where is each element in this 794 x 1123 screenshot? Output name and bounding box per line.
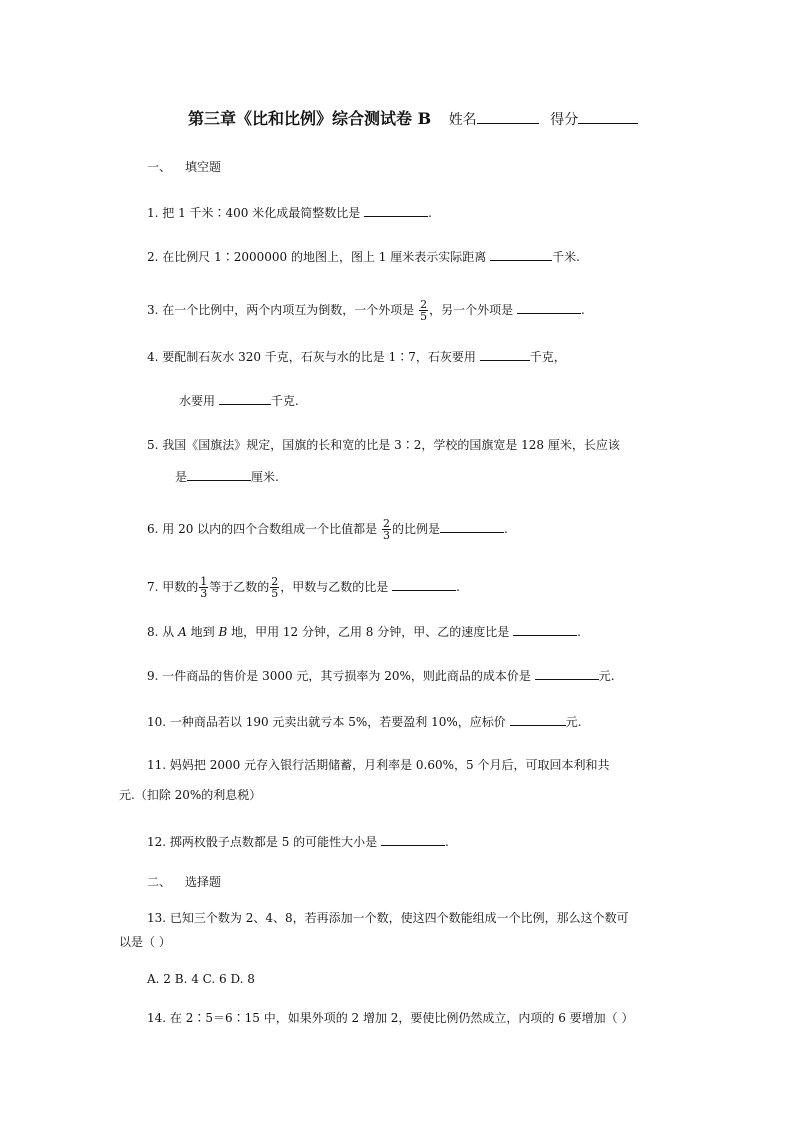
score-blank[interactable] bbox=[578, 109, 638, 124]
fraction: $\frac{2}{3}$ bbox=[383, 517, 390, 542]
answer-blank[interactable] bbox=[490, 248, 552, 261]
answer-blank[interactable] bbox=[480, 348, 530, 361]
question-1: 1. 把 1 千米∶400 米化成最简整数比是 . bbox=[147, 206, 432, 220]
answer-blank[interactable] bbox=[440, 520, 504, 533]
answer-blank[interactable] bbox=[187, 468, 251, 481]
score-label: 得分 bbox=[550, 112, 579, 128]
fraction: $\frac{2}{5}$ bbox=[420, 298, 428, 323]
question-10: 10. 一种商品若以 190 元卖出就亏本 5%，若要盈利 10%，应标价 元. bbox=[147, 715, 582, 729]
question-11: 11. 妈妈把 2000 元存入银行活期储蓄，月利率是 0.60%，5 个月后，可取回本利和共 bbox=[147, 758, 610, 772]
question-5-line-2: 是 厘米. bbox=[175, 470, 279, 484]
name-label: 姓名 bbox=[448, 112, 477, 128]
question-13-options: A. 2 B. 4 C. 6 D. 8 bbox=[147, 972, 255, 986]
question-4: 4. 要配制石灰水 320 千克，石灰与水的比是 1∶7，石灰要用 千克， bbox=[147, 350, 566, 364]
question-5: 5. 我国《国旗法》规定，国旗的长和宽的比是 3∶2，学校的国旗宽是 128 厘米，长应该 bbox=[147, 438, 620, 452]
question-6: 6. 用 20 以内的四个合数组成一个比值都是 $\frac{2}{3}$ 的比例是 . bbox=[147, 517, 508, 542]
question-2: 2. 在比例尺 1∶2000000 的地图上，图上 1 厘米表示实际距离 千米. bbox=[147, 250, 580, 264]
question-7: 7. 甲数的 $\frac{1}{3}$ 等于乙数的 $\frac{2}{5}$ ，甲数与乙数的比是 . bbox=[147, 575, 460, 600]
section-heading-multiple-choice: 二、 选择题 bbox=[147, 875, 222, 889]
fraction: $\frac{2}{5}$ bbox=[271, 575, 279, 600]
answer-blank[interactable] bbox=[517, 301, 581, 314]
question-13: 13. 已知三个数为 2、4、8，若再添加一个数，使这四个数能组成一个比例，那么这个数可 bbox=[147, 911, 629, 925]
question-13-line-2: 以是（ ） bbox=[119, 935, 171, 949]
question-4-line-2: 水要用 千克. bbox=[179, 394, 299, 408]
fraction: $\frac{1}{3}$ bbox=[200, 575, 208, 600]
answer-blank[interactable] bbox=[535, 667, 599, 680]
question-12: 12. 掷两枚骰子点数都是 5 的可能性大小是 . bbox=[147, 835, 449, 849]
page-title bbox=[188, 109, 638, 128]
answer-blank[interactable] bbox=[513, 623, 577, 636]
answer-blank[interactable] bbox=[364, 204, 428, 217]
name-blank[interactable] bbox=[477, 109, 539, 124]
title-main: 第三章《比和比例》综合测试卷 B bbox=[188, 109, 432, 128]
question-9: 9. 一件商品的售价是 3000 元，其亏损率为 20%，则此商品的成本价是 元. bbox=[147, 669, 615, 683]
answer-blank[interactable] bbox=[392, 578, 456, 591]
question-11-line-2: 元.（扣除 20%的利息税） bbox=[119, 788, 262, 802]
question-14: 14. 在 2∶5＝6∶15 中，如果外项的 2 增加 2，要使比例仍然成立，内项的 6 要增加（ ） bbox=[147, 1011, 634, 1025]
question-3: 3. 在一个比例中，两个内项互为倒数，一个外项是 $\frac{2}{5}$ ，另一个外项是 . bbox=[147, 298, 585, 323]
question-8: 8. 从 A 地到 B 地，甲用 12 分钟，乙用 8 分钟，甲、乙的速度比是 . bbox=[147, 625, 581, 639]
answer-blank[interactable] bbox=[219, 392, 271, 405]
section-heading-fill-in: 一、 填空题 bbox=[147, 160, 222, 174]
answer-blank[interactable] bbox=[381, 833, 445, 846]
answer-blank[interactable] bbox=[510, 713, 566, 726]
